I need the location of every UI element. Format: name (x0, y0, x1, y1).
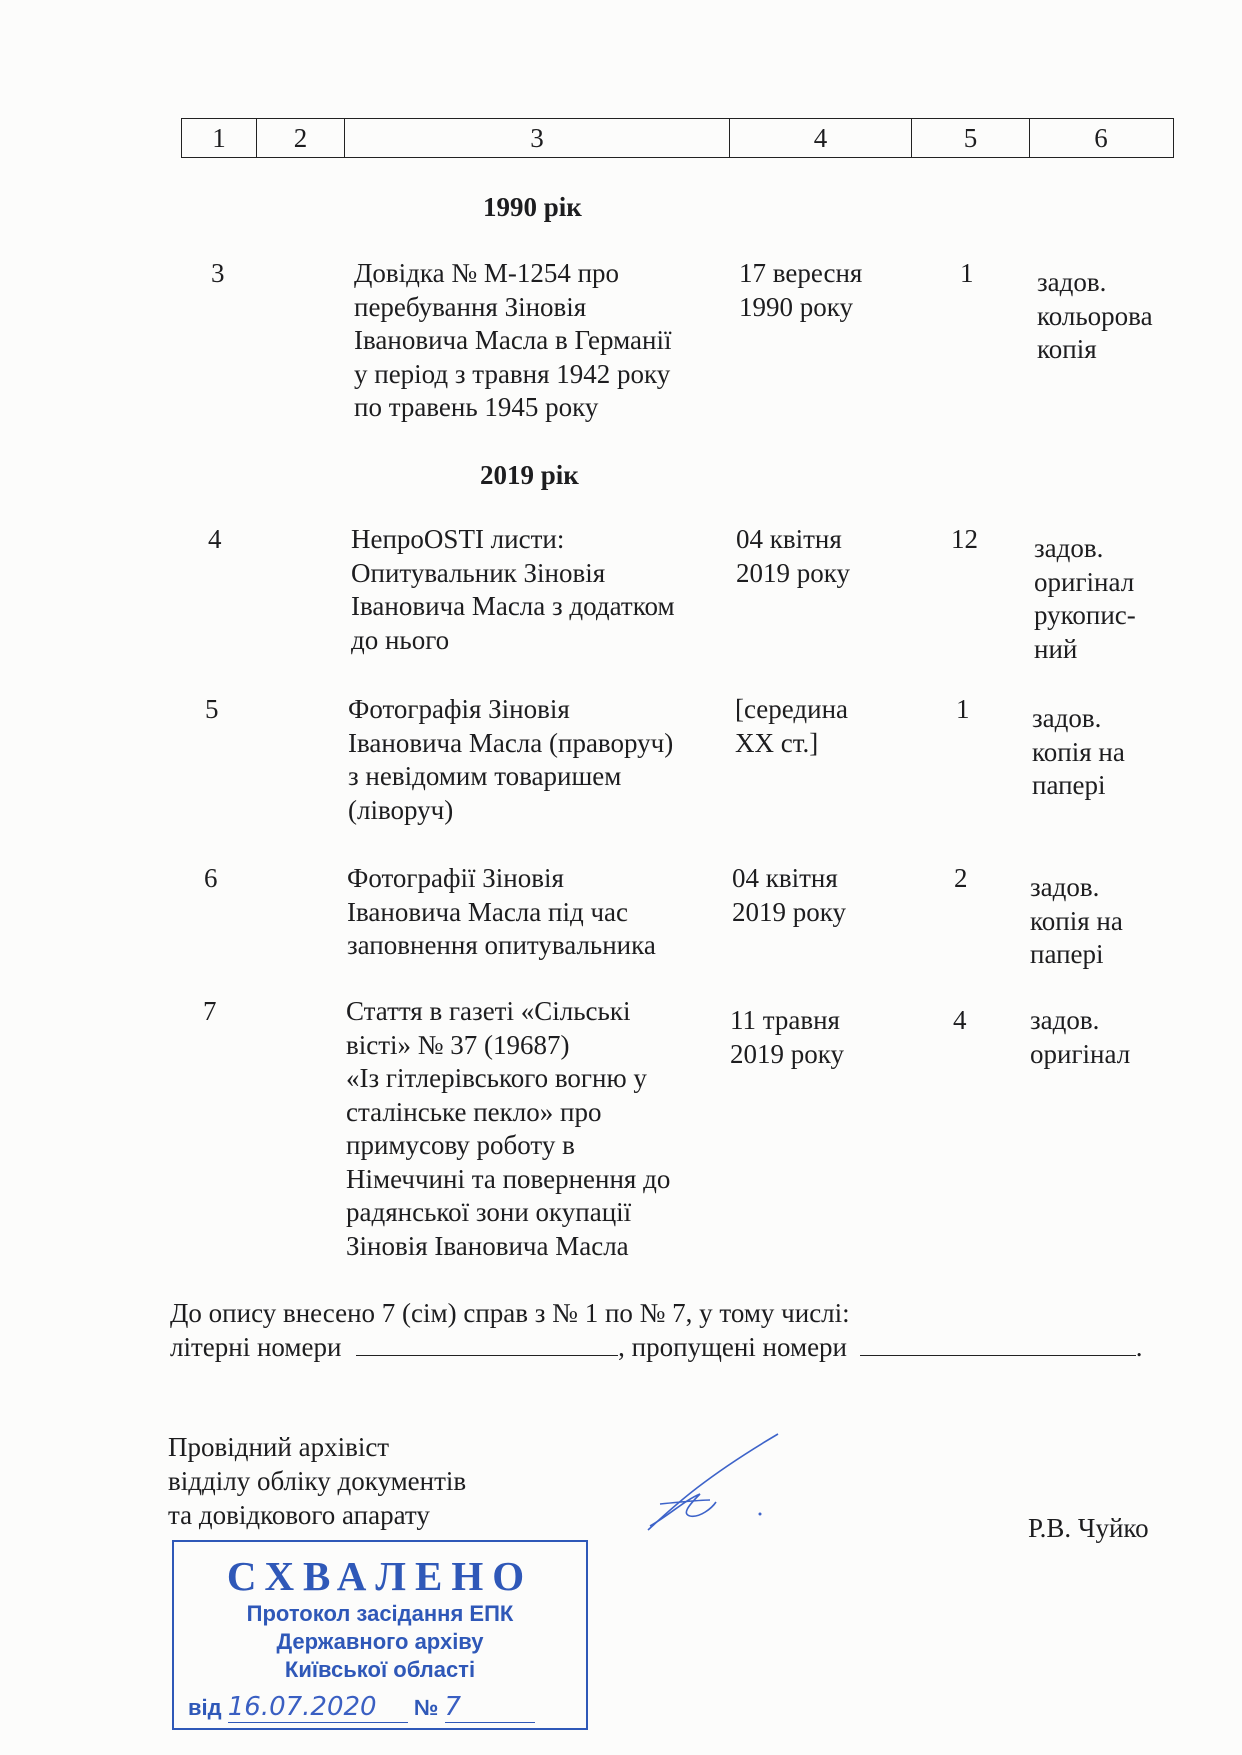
status-line: оригінал (1034, 566, 1135, 597)
position-line: та довідкового апарату (168, 1500, 430, 1530)
status-line: папері (1032, 770, 1106, 800)
col-header-2: 2 (257, 119, 345, 157)
row-title (351, 523, 696, 657)
missing-numbers-label: , пропущені номери (618, 1332, 847, 1362)
signer-position (168, 1430, 466, 1532)
title-line: Івановича Масла під час (347, 896, 628, 927)
status-line: рукопис- (1034, 600, 1136, 630)
col-header-5: 5 (912, 119, 1030, 157)
stamp-line: Протокол засідання ЕПК (246, 1601, 514, 1626)
row-status (1037, 266, 1177, 367)
status-line: оригінал (1030, 1038, 1131, 1069)
title-line: НепроОSTI листи: (351, 524, 565, 554)
title-line: Німеччині та повернення до (346, 1163, 671, 1194)
row-date (735, 693, 885, 760)
col-header-1: 1 (182, 119, 257, 157)
date-line: 17 вересня (739, 258, 863, 288)
title-line: до нього (351, 624, 450, 655)
stamp-title: СХВАЛЕНО (226, 1553, 534, 1599)
title-line: Івановича Масла (праворуч) (348, 727, 674, 758)
missing-numbers-blank (860, 1331, 1136, 1356)
stamp-num-label: № (413, 1695, 439, 1720)
title-line: радянської зони окупації (346, 1197, 632, 1227)
stamp-num-value: 7 (445, 1692, 535, 1723)
row-sheet-count: 4 (953, 1005, 967, 1035)
position-line: Провідний архівіст (168, 1432, 390, 1462)
title-line: Івановича Масла в Германії (354, 325, 672, 355)
summary-line-2 (170, 1330, 1143, 1364)
title-line: Фотографії Зіновія (347, 863, 564, 893)
row-status (1030, 1004, 1170, 1071)
title-line: «Із гітлерівського вогню у (346, 1063, 647, 1093)
col-header-4: 4 (730, 119, 912, 157)
title-line: по травень 1945 року (354, 392, 599, 422)
title-line: Довідка № М-1254 про (354, 258, 620, 288)
date-line: 1990 року (739, 291, 853, 322)
row-status (1032, 702, 1172, 803)
row-title (346, 995, 691, 1263)
row-status (1034, 532, 1174, 666)
letter-numbers-label: літерні номери (170, 1332, 342, 1362)
title-line: вісті» № 37 (19687) (346, 1029, 570, 1060)
row-date (732, 862, 882, 929)
row-sheet-count: 2 (954, 863, 968, 893)
row-title (354, 257, 699, 425)
row-date (736, 523, 886, 590)
status-line: кольорова (1037, 300, 1153, 331)
date-line: [середина (735, 694, 849, 724)
col-header-6: 6 (1094, 122, 1108, 153)
letter-numbers-blank (356, 1331, 618, 1356)
status-line: задов. (1030, 872, 1100, 902)
inventory-summary (170, 1296, 1143, 1364)
status-line: задов. (1030, 1005, 1100, 1035)
title-line: з невідомим товаришем (348, 761, 622, 791)
status-line: копія (1037, 334, 1097, 364)
title-line: заповнення опитувальника (347, 930, 656, 960)
title-line: у період з травня 1942 року (354, 358, 671, 389)
row-sheet-count: 12 (951, 524, 978, 554)
date-line: 11 травня (730, 1005, 840, 1035)
approval-stamp (172, 1540, 588, 1730)
row-number: 4 (208, 524, 222, 554)
title-line: перебування Зіновія (354, 291, 587, 322)
stamp-date-value: 16.07.2020 (228, 1692, 408, 1723)
date-line: 2019 року (736, 557, 850, 588)
summary-end: . (1135, 1332, 1143, 1362)
title-line: Фотографія Зіновія (348, 694, 570, 724)
stamp-line: Київської області (284, 1657, 476, 1682)
date-line: 04 квітня (736, 524, 842, 554)
col-header-3: 3 (345, 119, 730, 157)
status-line: задов. (1034, 533, 1104, 563)
year-heading-2019: 2019 рік (480, 460, 579, 490)
title-line: сталінське пекло» про (346, 1096, 602, 1127)
status-line: папері (1030, 939, 1104, 969)
status-line: задов. (1037, 267, 1107, 297)
summary-line: До опису внесено 7 (сім) справ з № 1 по № 7, у тому числі: (170, 1298, 850, 1328)
position-line: відділу обліку документів (168, 1466, 467, 1496)
title-line: (ліворуч) (348, 794, 454, 825)
title-line: Зіновія Івановича Масла (346, 1230, 629, 1261)
handwritten-signature (640, 1430, 780, 1540)
date-line: ХХ ст.] (735, 727, 819, 758)
status-line: копія на (1030, 905, 1123, 936)
date-line: 2019 року (730, 1038, 844, 1069)
row-status (1030, 871, 1170, 972)
row-number: 6 (204, 863, 218, 893)
row-date (730, 1004, 880, 1071)
status-line: ний (1034, 633, 1078, 664)
stamp-line: Державного архіву (276, 1629, 484, 1654)
stamp-date-label: від (188, 1695, 222, 1720)
column-number-header (181, 118, 1174, 158)
year-heading-1990: 1990 рік (483, 192, 582, 222)
status-line: копія на (1032, 736, 1125, 767)
title-line: Опитувальник Зіновія (351, 557, 606, 588)
row-title (348, 693, 693, 827)
row-sheet-count: 1 (960, 258, 974, 288)
row-sheet-count: 1 (956, 694, 970, 724)
status-line: задов. (1032, 703, 1102, 733)
title-line: Стаття в газеті «Сільські (346, 996, 631, 1026)
row-number: 5 (205, 694, 219, 724)
row-title (347, 862, 692, 963)
row-number: 7 (203, 996, 217, 1026)
row-date (739, 257, 889, 324)
signer-name: Р.В. Чуйко (1028, 1513, 1149, 1543)
title-line: примусову роботу в (346, 1130, 575, 1160)
title-line: Івановича Масла з додатком (351, 591, 675, 621)
row-number: 3 (211, 258, 225, 288)
date-line: 2019 року (732, 896, 846, 927)
date-line: 04 квітня (732, 863, 838, 893)
stamp-date-row (188, 1692, 535, 1723)
